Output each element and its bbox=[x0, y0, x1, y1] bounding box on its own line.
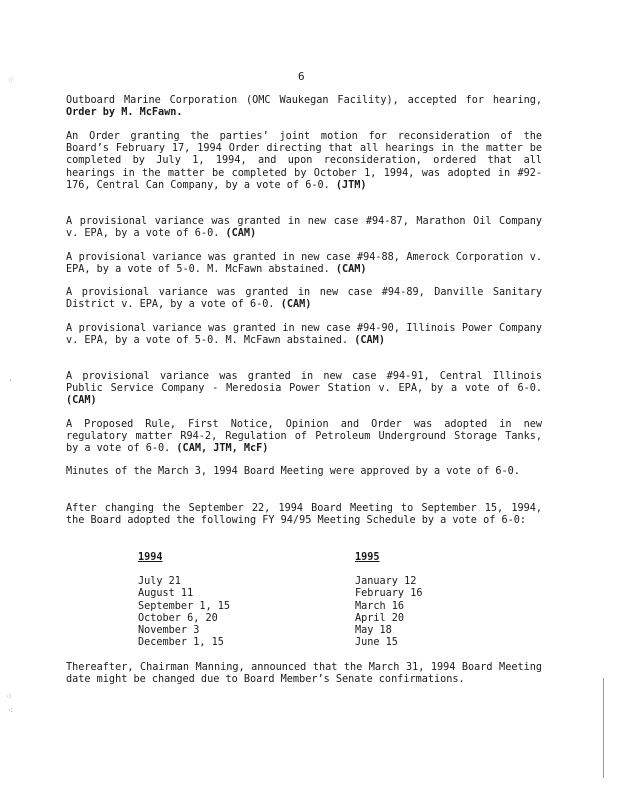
paragraph-cips bbox=[66, 371, 542, 408]
paragraph-text: Minutes of the March 3, 1994 Board Meeting were approved by a vote of 6-0. bbox=[66, 466, 520, 477]
scan-edge-line bbox=[603, 678, 604, 778]
scan-speck: ⁖ bbox=[8, 76, 13, 85]
paragraph-initials: (CAM) bbox=[335, 264, 367, 276]
paragraph-proposed-rule bbox=[66, 419, 542, 456]
paragraph-text: A provisional variance was granted in new case #94-90, Illinois Power Company v. EPA, by a vote of 5-0. M. McFawn abstained. bbox=[66, 323, 542, 347]
paragraph-text: An Order granting the parties’ joint motion for reconsideration of the Board’s February 17, 1994 Order directing that all hearings in the matter be completed by July 1, 1994, and upon reconsideration, ordered that all hearings in the matter be completed by October 1, 1994, was adopted in #92-176, Central Can Company, by a vote of 6-0. bbox=[66, 131, 542, 191]
schedule-date: November 3 bbox=[138, 625, 200, 637]
schedule-date: August 11 bbox=[138, 588, 194, 600]
schedule-date: February 16 bbox=[355, 588, 423, 600]
schedule-1995 bbox=[355, 552, 422, 649]
paragraph-initials: Order by M. McFawn. bbox=[66, 107, 183, 119]
paragraph-central-can bbox=[66, 131, 542, 192]
schedule-date: January 12 bbox=[355, 576, 417, 588]
paragraph-closing: Thereafter, Chairman Manning, announced that the March 31, 1994 Board Meeting date might be changed due to Board Member’s Senate confirmations. bbox=[66, 662, 542, 686]
schedule-date: October 6, 20 bbox=[138, 612, 218, 624]
paragraph-text: A provisional variance was granted in new case #94-87, Marathon Oil Company v. EPA, by a vote of 6-0. bbox=[66, 216, 542, 240]
paragraph-minutes bbox=[66, 466, 542, 478]
paragraph-initials: (CAM) bbox=[354, 335, 385, 347]
schedule-date: March 16 bbox=[355, 600, 405, 612]
paragraph-initials: (CAM) bbox=[280, 299, 312, 311]
scan-speck: ⁖ bbox=[8, 706, 13, 715]
scan-speck: · bbox=[8, 376, 13, 385]
paragraph-schedule-intro bbox=[66, 503, 542, 527]
paragraph-initials: (JTM) bbox=[335, 179, 367, 191]
paragraph-danville bbox=[66, 287, 542, 311]
paragraph-text: After changing the September 22, 1994 Board Meeting to September 15, 1994, the Board adopted the following FY 94/95 Meeting Schedule by a vote of 6-0: bbox=[66, 503, 542, 527]
paragraph-illinois-power bbox=[66, 323, 542, 347]
paragraph-text: A provisional variance was granted in new case #94-88, Amerock Corporation v. EPA, by a vote of 5-0. M. McFawn abstained. bbox=[66, 252, 542, 276]
page-number: 6 bbox=[298, 70, 305, 83]
schedule-date: June 15 bbox=[355, 637, 398, 649]
paragraph-text: A provisional variance was granted in new case #94-89, Danville Sanitary District v. EPA, by a vote of 6-0. bbox=[66, 287, 542, 311]
schedule-date: May 18 bbox=[355, 625, 392, 637]
schedule-date: July 21 bbox=[138, 576, 181, 588]
paragraph-text: Outboard Marine Corporation (OMC Waukegan Facility), accepted for hearing, bbox=[66, 95, 542, 106]
paragraph-initials: (CAM, JTM, McF) bbox=[176, 443, 269, 455]
paragraph-initials: (CAM) bbox=[225, 228, 257, 240]
paragraph-text: A Proposed Rule, First Notice, Opinion and Order was adopted in new regulatory matter R94-2, Regulation of Petroleum Underground Storage Tanks, by a vote of 6-0. bbox=[66, 419, 542, 455]
paragraph-amerock bbox=[66, 252, 542, 276]
schedule-date: December 1, 15 bbox=[138, 637, 224, 649]
paragraph-text: A provisional variance was granted in new case #94-91, Central Illinois Public Service Company - Meredosia Power Station v. EPA, by a vote of 6-0. bbox=[66, 371, 542, 395]
schedule-year-header: 1994 bbox=[138, 552, 163, 563]
paragraph-marathon bbox=[66, 216, 542, 240]
paragraph-omc bbox=[66, 95, 542, 119]
schedule-year-header: 1995 bbox=[355, 552, 380, 563]
scan-speck: ⁘ bbox=[6, 692, 13, 701]
schedule-1994 bbox=[138, 552, 230, 649]
schedule-date: September 1, 15 bbox=[138, 600, 231, 612]
schedule-date: April 20 bbox=[355, 612, 405, 624]
paragraph-initials: (CAM) bbox=[66, 395, 97, 407]
